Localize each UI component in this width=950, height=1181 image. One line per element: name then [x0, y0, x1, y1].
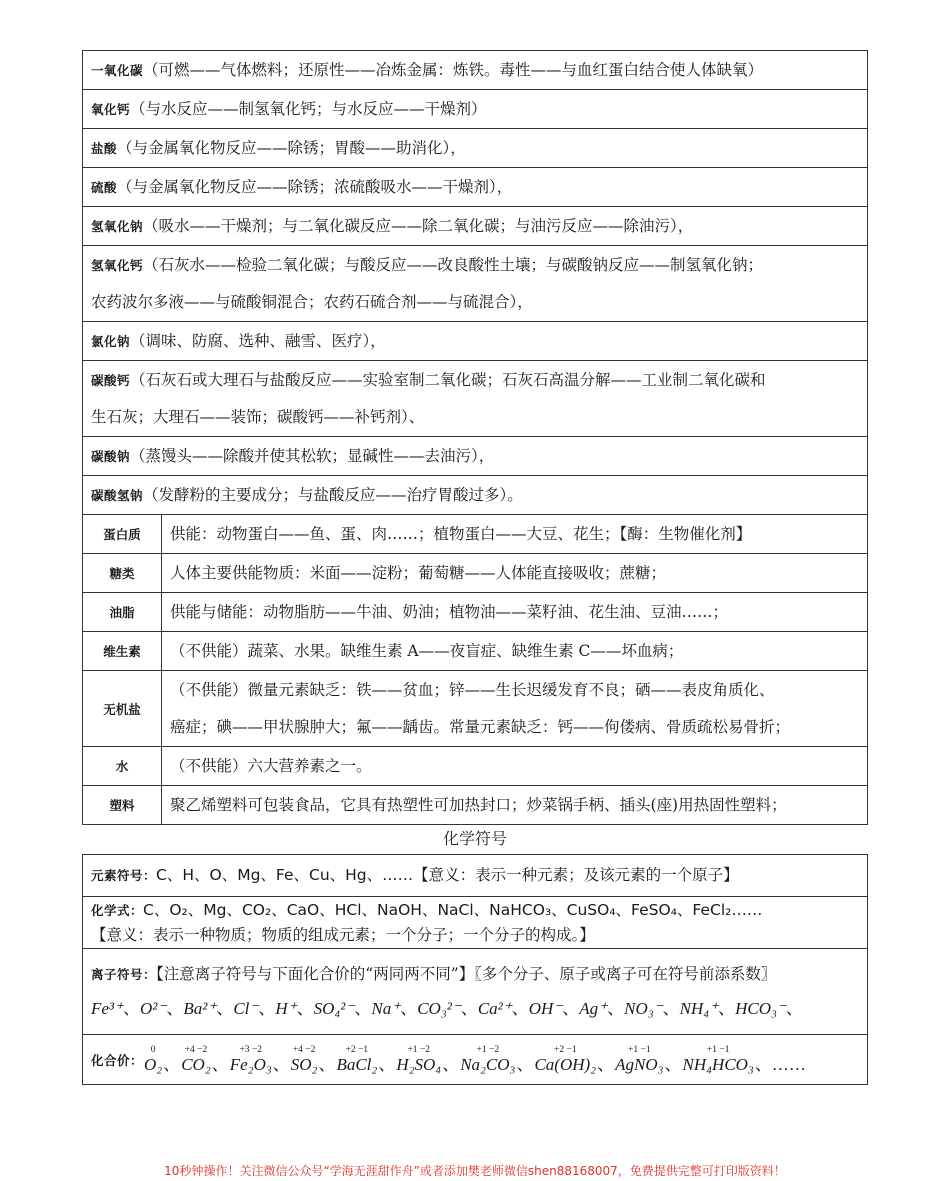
- valence-formula: [615, 1045, 663, 1075]
- symbols-table: [82, 854, 868, 1085]
- table-row: [83, 322, 867, 361]
- row-label: 水: [83, 747, 162, 785]
- table-row: [83, 671, 867, 747]
- formula: SO₂: [290, 1054, 318, 1074]
- table-row: [83, 168, 867, 207]
- formula: H₂SO₄: [396, 1054, 442, 1074]
- table-row: [83, 246, 867, 322]
- row-text: （不供能）六大营养素之一。: [170, 756, 372, 775]
- row-text: 供能与储能：动物脂肪——牛油、奶油；植物油——菜籽油、花生油、豆油……；: [170, 602, 729, 621]
- valence-formula: [230, 1045, 272, 1075]
- row-label: 碳酸钙: [91, 372, 131, 388]
- ion-symbol: HCO₃⁻: [735, 999, 786, 1018]
- table-row: [83, 786, 867, 825]
- valence-number: 0: [150, 1044, 156, 1055]
- row-text: （与金属氧化物反应——除锈；胃酸——助消化），: [117, 138, 466, 157]
- ion-symbol: Fe³⁺: [91, 999, 123, 1018]
- table-row: [83, 855, 867, 897]
- row-text: 【注意离子符号与下面化合价的“两同两不同”】〖多个分子、原子或离子可在符号前添系数〗: [156, 965, 777, 983]
- row-text: （调味、防腐、选种、融雪、医疗），: [130, 331, 386, 350]
- ion-symbol: NO₃⁻: [624, 999, 663, 1018]
- formula: Fe₂O₃: [229, 1054, 272, 1074]
- row-text: （与水反应——制氢氧化钙；与水反应——干燥剂）: [130, 99, 487, 118]
- valence-formula: [181, 1045, 211, 1075]
- table-row: [83, 476, 867, 515]
- row-text: （石灰石或大理石与盐酸反应——实验室制二氧化碳；石灰石高温分解——工业制二氧化碳和: [130, 370, 766, 389]
- valence-number: +1 −2: [407, 1044, 431, 1055]
- table-row: [83, 593, 867, 632]
- table-row: [83, 361, 867, 437]
- row-text-block: [91, 957, 803, 1026]
- table-row: [83, 897, 867, 949]
- valence-number: +2 −1: [345, 1044, 369, 1055]
- formula: O₂: [144, 1054, 163, 1074]
- table-row: [83, 129, 867, 168]
- row-text: （不供能）蔬菜、水果。缺维生素 A——夜盲症、缺维生素 C——坏血病；: [170, 641, 684, 660]
- row-label: 氯化钠: [91, 333, 131, 349]
- table-row: [83, 949, 867, 1035]
- row-text: （石灰水——检验二氧化碳；与酸反应——改良酸性土壤；与碳酸钠反应——制氢氧化钠；: [143, 255, 764, 274]
- table-row: [83, 747, 867, 786]
- row-text: 聚乙烯塑料可包装食品，它具有热塑性可加热封口；炒菜锅手柄、插头(座)用热固性塑料；: [170, 795, 787, 814]
- row-label: 离子符号：: [91, 967, 157, 982]
- row-label: 元素符号：: [91, 868, 157, 883]
- valence-list: 0 O₂ 、 +4 −2 CO₂ 、 +3 −2 Fe₂O₃ 、 +4 −2 SO₂ 、 +2 −1 BaCl₂ 、 +1 −2 H₂SO₄ 、 +1 −2 Na₂CO₃ 、 +2 −1 Ca(OH)₂ 、 +1 −1 AgNO₃ 、 +1 −1 NH₄HCO₃ 、……: [144, 1044, 806, 1074]
- row-text-line2: 【意义：表示一种物质；物质的组成元素；一个分子；一个分子的构成。】: [91, 926, 595, 944]
- formula: BaCl₂: [336, 1054, 378, 1074]
- row-label: 盐酸: [91, 140, 118, 156]
- valence-number: +1 −2: [476, 1044, 500, 1055]
- row-label: 化合价：: [91, 1052, 144, 1068]
- row-text: 供能：动物蛋白——鱼、蛋、肉……；植物蛋白——大豆、花生；【酶：生物催化剂】: [170, 524, 752, 543]
- ion-symbol: Ba²⁺: [183, 999, 217, 1018]
- row-label: 氢氧化钙: [91, 257, 144, 273]
- row-text: （与金属氧化物反应——除锈；浓硫酸吸水——干燥剂），: [117, 177, 513, 196]
- table-row: [83, 90, 867, 129]
- row-label: 糖类: [83, 554, 162, 592]
- valence-number: +3 −2: [239, 1044, 263, 1055]
- valence-formula: [144, 1045, 162, 1075]
- formula: NH₄HCO₃: [682, 1054, 754, 1074]
- row-label: 硫酸: [91, 179, 118, 195]
- row-label: 无机盐: [83, 671, 162, 746]
- ion-symbol: Na⁺: [371, 999, 401, 1018]
- footer-note: 10秒钟操作！关注微信公众号“学海无涯甜作舟”或者添加樊老师微信shen88168007，免费提供完整可打印版资料！: [164, 1164, 786, 1178]
- row-label: 氢氧化钠: [91, 218, 144, 234]
- ion-symbol: OH⁻: [528, 999, 563, 1018]
- table-row: [83, 51, 867, 90]
- ion-symbol: Ca²⁺: [477, 999, 512, 1018]
- valence-formula: [683, 1045, 754, 1075]
- row-label: 一氧化碳: [91, 62, 144, 78]
- valence-tail: 、……: [754, 1054, 806, 1074]
- row-text-line2: 生石灰；大理石——装饰；碳酸钙——补钙剂）、: [91, 407, 425, 426]
- table-row: [83, 632, 867, 671]
- row-text: （可燃——气体燃料；还原性——冶炼金属：炼铁。毒性——与血红蛋白结合使人体缺氧）: [143, 60, 764, 79]
- ion-list: Fe³⁺、O²⁻、Ba²⁺、Cl⁻、H⁺、SO₄²⁻、Na⁺、CO₃²⁻、Ca²⁺、OH⁻、Ag⁺、NO₃⁻、NH₄⁺、HCO₃⁻、: [91, 999, 803, 1018]
- row-label: 塑料: [83, 786, 162, 824]
- valence-number: +2 −1: [553, 1044, 577, 1055]
- table-row: [83, 207, 867, 246]
- row-text-line2: 癌症；碘——甲状腺肿大；氟——龋齿。常量元素缺乏：钙——佝偻病、骨质疏松易骨折；: [170, 717, 791, 736]
- ion-symbol: CO₃²⁻: [417, 999, 461, 1018]
- ion-symbol: O²⁻: [140, 999, 167, 1018]
- valence-number: +4 −2: [292, 1044, 316, 1055]
- substances-table: [82, 50, 868, 825]
- row-text: C、H、O、Mg、Fe、Cu、Hg、……【意义：表示一种元素；及该元素的一个原子】: [156, 866, 739, 884]
- ion-symbol: Ag⁺: [579, 999, 608, 1018]
- table-row: [83, 437, 867, 476]
- row-text-block: [162, 672, 790, 746]
- row-label: 化学式：: [91, 903, 144, 918]
- valence-formula: [460, 1045, 515, 1075]
- valence-formula: [534, 1045, 596, 1075]
- row-text: 人体主要供能物质：米面——淀粉；葡萄糖——人体能直接吸收；蔗糖；: [170, 563, 667, 582]
- row-label: 碳酸钠: [91, 448, 131, 464]
- row-text: （吸水——干燥剂；与二氧化碳反应——除二氧化碳；与油污反应——除油污），: [143, 216, 694, 235]
- row-label: 氧化钙: [91, 101, 131, 117]
- row-text: C、O₂、Mg、CO₂、CaO、HCl、NaOH、NaCl、NaHCO₃、CuSO₄、FeSO₄、FeCl₂……: [143, 901, 763, 919]
- row-label: 碳酸氢钠: [91, 487, 144, 503]
- valence-number: +1 −1: [706, 1044, 730, 1055]
- row-label: 蛋白质: [83, 515, 162, 553]
- ion-symbol: SO₄²⁻: [313, 999, 355, 1018]
- formula: Ca(OH)₂: [534, 1054, 597, 1074]
- row-text: （发酵粉的主要成分；与盐酸反应——治疗胃酸过多）。: [143, 485, 523, 504]
- valence-formula: [396, 1045, 441, 1075]
- row-text: （蒸馒头——除酸并使其松软；显碱性——去油污），: [130, 446, 495, 465]
- valence-number: +4 −2: [184, 1044, 208, 1055]
- table-row: [83, 554, 867, 593]
- ion-symbol: Cl⁻: [233, 999, 259, 1018]
- row-text: （不供能）微量元素缺乏：铁——贫血；锌——生长迟缓发育不良；硒——表皮角质化、: [170, 680, 775, 699]
- valence-formula: [291, 1045, 318, 1075]
- ion-symbol: H⁺: [275, 999, 297, 1018]
- row-text-block: [91, 898, 762, 947]
- table-row: [83, 515, 867, 554]
- formula: Na₂CO₃: [460, 1054, 516, 1074]
- ion-symbol: NH₄⁺: [679, 999, 719, 1018]
- section-title: 化学符号: [442, 829, 507, 848]
- row-label: 维生素: [83, 632, 162, 670]
- row-label: 油脂: [83, 593, 162, 631]
- formula: CO₂: [181, 1054, 211, 1074]
- valence-formula: [336, 1045, 377, 1075]
- table-row: [83, 1035, 867, 1085]
- valence-number: +1 −1: [628, 1044, 651, 1055]
- formula: AgNO₃: [615, 1054, 664, 1074]
- row-text-line2: 农药波尔多液——与硫酸铜混合；农药石硫合剂——与硫混合），: [91, 292, 533, 311]
